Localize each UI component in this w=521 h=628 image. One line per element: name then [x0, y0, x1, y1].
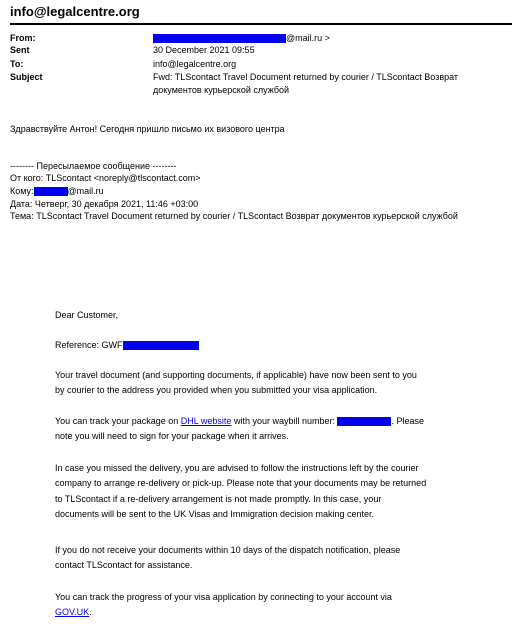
forward-to: Кому: @mail.ru [10, 186, 104, 196]
from-value: @mail.ru > [153, 33, 330, 43]
sent-label: Sent [10, 45, 30, 55]
reference-line: Reference: GWF [55, 338, 199, 353]
subject-line2: документов курьерской службой [153, 85, 290, 95]
redacted-waybill [337, 417, 391, 426]
subject-line1: Fwd: TLScontact Travel Document returned by courier / TLScontact Возврат [153, 72, 459, 82]
header-divider [10, 23, 512, 25]
to-label: To: [10, 59, 24, 69]
forward-subject: Тема: TLScontact Travel Document returned by courier / TLScontact Возврат документов курьерской службой [10, 211, 458, 221]
forward-separator: -------- Пересылаемое сообщение -------- [10, 161, 177, 171]
redacted-block [34, 187, 68, 196]
mailbox-title: info@legalcentre.org [10, 4, 140, 19]
paragraph-missed-delivery: In case you missed the delivery, you are advised to follow the instructions left by the courier company to arrange re-delivery or pick-up. Please note that your documents may be returned to TLScontact if a re-delivery arrangement is not made promptly. In this case, your documents will be sent to the UK Visas and Immigration decision making center. [55, 463, 427, 519]
redacted-block [123, 341, 199, 350]
paragraph-tracking: You can track your package on DHL website with your waybill number: . Please note you will need to sign for your package when it arrives. [55, 416, 425, 442]
paragraph-track-progress: You can track the progress of your visa application by connecting to your account via GOV.UK. [55, 592, 392, 618]
sent-value: 30 December 2021 09:55 [153, 45, 255, 55]
paragraph-not-received: If you do not receive your documents within 10 days of the dispatch notification, please contact TLScontact for assistance. [55, 545, 401, 571]
redacted-block [153, 34, 286, 43]
dhl-website-link[interactable]: DHL website [180, 416, 232, 426]
forward-date: Дата: Четверг, 30 декабря 2021, 11:46 +03:00 [10, 199, 199, 209]
gov-uk-link[interactable]: GOV.UK [55, 607, 90, 618]
forward-from: От кого: TLScontact <noreply@tlscontact.com> [10, 173, 201, 183]
paragraph-sent: Your travel document (and supporting documents, if applicable) have now been sent to you by courier to the address you provided when you submitted your visa application. [55, 370, 417, 396]
salutation: Dear Customer, [55, 310, 119, 320]
from-label: From: [10, 33, 36, 43]
greeting: Здравствуйте Антон! Сегодня пришло письмо их визового центра [10, 124, 285, 134]
subject-label: Subject [10, 72, 43, 82]
to-value: info@legalcentre.org [153, 59, 237, 69]
